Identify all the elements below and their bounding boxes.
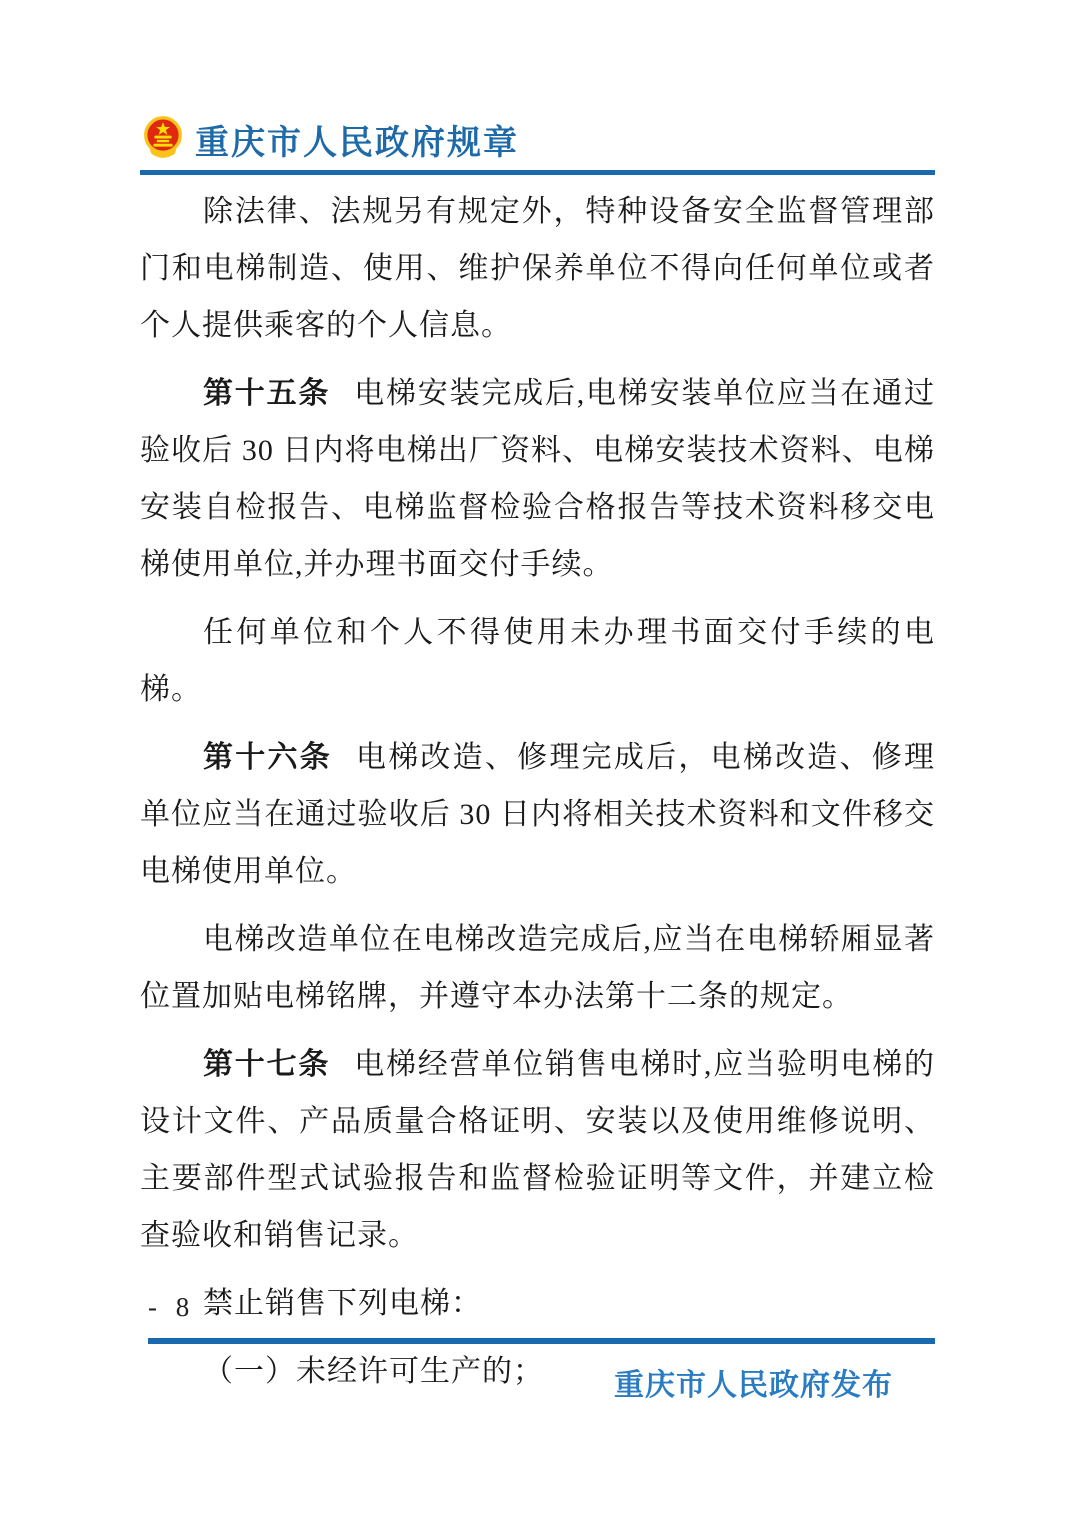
article-number: 第十五条 bbox=[203, 377, 331, 410]
article-number: 第十六条 bbox=[203, 741, 332, 774]
paragraph bbox=[140, 1036, 935, 1264]
paragraph bbox=[140, 911, 935, 1025]
paragraph bbox=[140, 183, 935, 354]
paragraph-text: （一）未经许可生产的； bbox=[203, 1355, 544, 1388]
national-emblem-icon bbox=[140, 114, 186, 165]
paragraph-text: 电梯经营单位销售电梯时,应当验明电梯的设计文件、产品质量合格证明、安装以及使用维修说明、主要部件型式试验报告和监督检验证明等文件，并建立检查验收和销售记录。 bbox=[140, 1048, 936, 1252]
page-title: 重庆市人民政府规章 bbox=[195, 125, 519, 162]
document-body bbox=[140, 183, 935, 1411]
article-number: 第十七条 bbox=[203, 1048, 331, 1081]
paragraph bbox=[140, 365, 935, 593]
footer-divider bbox=[148, 1338, 935, 1344]
paragraph-text: 电梯安装完成后,电梯安装单位应当在通过验收后 30 日内将电梯出厂资料、电梯安装技术资料、电梯安装自检报告、电梯监督检验合格报告等技术资料移交电梯使用单位,并办理书面交付手续。 bbox=[140, 377, 936, 581]
paragraph-text: 电梯改造、修理完成后，电梯改造、修理单位应当在通过验收后 30 日内将相关技术资料和文件移交电梯使用单位。 bbox=[140, 741, 936, 888]
paragraph-text: 电梯改造单位在电梯改造完成后,应当在电梯轿厢显著位置加贴电梯铭牌，并遵守本办法第十二条的规定。 bbox=[140, 923, 935, 1013]
paragraph bbox=[140, 604, 935, 718]
page-header bbox=[140, 114, 519, 165]
paragraph bbox=[140, 1275, 935, 1332]
publisher-label: 重庆市人民政府发布 bbox=[614, 1369, 893, 1402]
paragraph-text: 除法律、法规另有规定外，特种设备安全监督管理部门和电梯制造、使用、维护保养单位不得向任何单位或者个人提供乘客的个人信息。 bbox=[140, 195, 935, 342]
paragraph-text: 禁止销售下列电梯： bbox=[203, 1287, 482, 1320]
paragraph-text: 任何单位和个人不得使用未办理书面交付手续的电梯。 bbox=[140, 616, 935, 706]
header-divider bbox=[140, 170, 935, 175]
paragraph bbox=[140, 729, 935, 900]
page-number: - 8 - bbox=[148, 1292, 223, 1322]
